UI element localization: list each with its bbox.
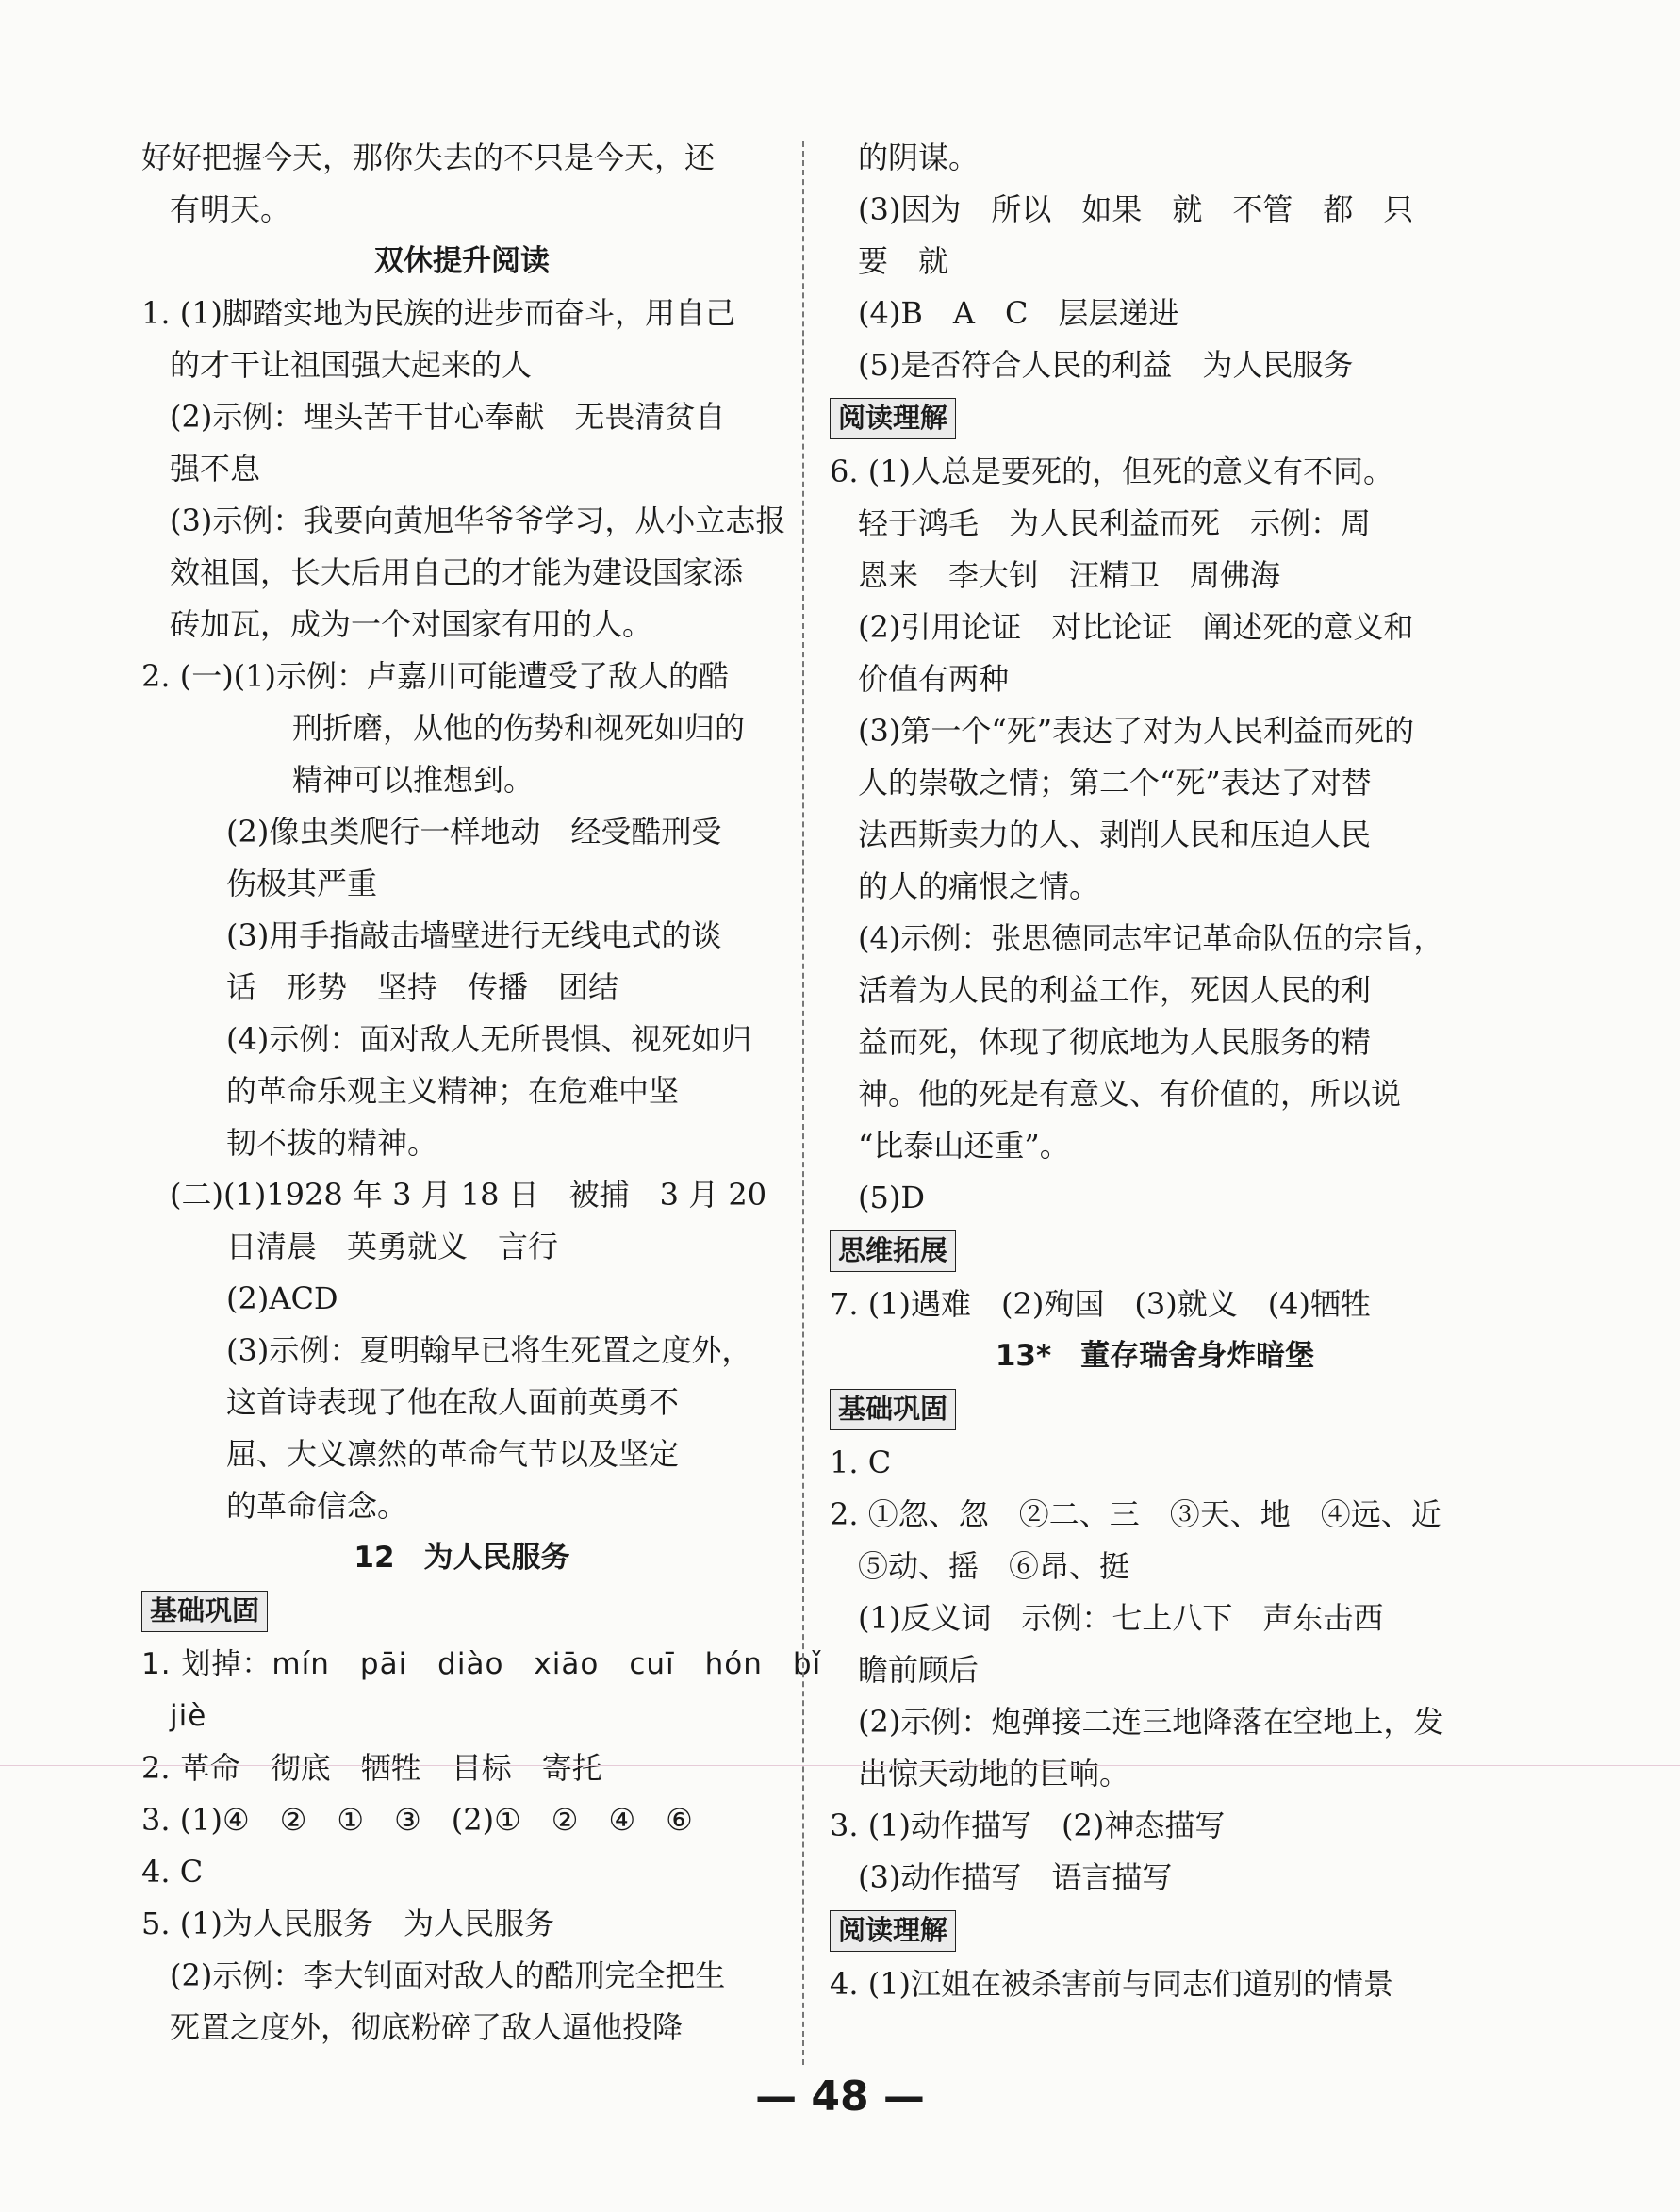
text-line: 刑折磨，从他的伤势和视死如归的 xyxy=(292,710,746,746)
text-line: 3. (1)动作描写 (2)神态描写 xyxy=(830,1808,1226,1843)
text-line: 2. ①忽、忽 ②二、三 ③天、地 ④远、近 xyxy=(830,1496,1441,1532)
text-line: 日清晨 英勇就义 言行 xyxy=(226,1229,559,1264)
section-tag: 阅读理解 xyxy=(830,398,956,439)
text-line: 瞻前顾后 xyxy=(858,1652,980,1688)
text-line: 话 形势 坚持 传播 团结 xyxy=(226,969,619,1005)
text-line: 强不息 xyxy=(170,451,261,487)
text-line: ⑤动、摇 ⑥昂、挺 xyxy=(858,1548,1130,1584)
section-heading: 13* 董存瑞舍身炸暗堡 xyxy=(995,1339,1315,1373)
text-line: 2. (一)(1)示例：卢嘉川可能遭受了敌人的酷 xyxy=(141,658,730,694)
text-line: 恩来 李大钊 汪精卫 周佛海 xyxy=(858,557,1281,593)
text-line: 人的崇敬之情；第二个“死”表达了对替 xyxy=(858,765,1372,801)
section-tag-row xyxy=(830,1904,1480,1958)
text-line: 韧不拔的精神。 xyxy=(226,1125,438,1161)
scan-line xyxy=(0,1765,1680,1766)
text-line: 法西斯卖力的人、剥削人民和压迫人民 xyxy=(858,817,1372,852)
text-line: (2)示例：炮弹接二连三地降落在空地上，发 xyxy=(858,1704,1444,1740)
section-tag-row xyxy=(830,391,1480,446)
section-tag: 阅读理解 xyxy=(830,1910,956,1952)
text-line: 价值有两种 xyxy=(858,661,1010,697)
page-number: — 48 — xyxy=(755,2072,925,2121)
text-line: 5. (1)为人民服务 为人民服务 xyxy=(141,1906,555,1941)
text-line: (3)因为 所以 如果 就 不管 都 只 xyxy=(858,191,1414,227)
text-line: 屈、大义凛然的革命气节以及坚定 xyxy=(226,1436,680,1472)
text-line: (2)ACD xyxy=(226,1280,338,1316)
text-line: 好好把握今天，那你失去的不只是今天，还 xyxy=(141,140,716,175)
text-line: 1. 划掉：mín pāi diào xiāo cuī hón bǐ xyxy=(141,1647,822,1681)
text-line: (3)示例：夏明翰早已将生死置之度外， xyxy=(226,1332,752,1368)
section-tag: 思维拓展 xyxy=(830,1230,956,1272)
text-line: (5)D xyxy=(858,1180,925,1215)
text-line: (2)示例：李大钊面对敌人的酷刑完全把生 xyxy=(170,1957,726,1993)
text-line: 砖加瓦，成为一个对国家有用的人。 xyxy=(170,606,653,642)
text-line: (4)B A C 层层递进 xyxy=(858,295,1179,331)
text-line: (3)第一个“死”表达了对为人民利益而死的 xyxy=(858,713,1415,749)
text-line: 1. (1)脚踏实地为民族的进步而奋斗，用自己 xyxy=(141,295,736,331)
text-line: 出惊天动地的巨响。 xyxy=(858,1756,1130,1791)
text-line: (4)示例：张思德同志牢记革命队伍的宗旨， xyxy=(858,920,1444,956)
text-line: 1. C xyxy=(830,1444,892,1480)
text-line: 益而死，体现了彻底地为人民服务的精 xyxy=(858,1024,1372,1060)
text-line: 这首诗表现了他在敌人面前英勇不 xyxy=(226,1384,680,1420)
text-line: 效祖国，长大后用自己的才能为建设国家添 xyxy=(170,554,744,590)
text-line: “比泰山还重”。 xyxy=(858,1128,1070,1164)
section-heading: 双休提升阅读 xyxy=(374,244,550,278)
text-line: 活着为人民的利益工作，死因人民的利 xyxy=(858,972,1372,1008)
text-line: 伤极其严重 xyxy=(226,866,378,901)
text-line: (2)像虫类爬行一样地动 经受酷刑受 xyxy=(226,814,722,850)
text-line: (5)是否符合人民的利益 为人民服务 xyxy=(858,347,1354,383)
text-line: 精神可以推想到。 xyxy=(292,762,535,798)
text-line: 有明天。 xyxy=(170,191,291,227)
text-line: 7. (1)遇难 (2)殉国 (3)就义 (4)牺牲 xyxy=(830,1286,1372,1322)
section-tag: 基础巩固 xyxy=(141,1591,268,1632)
text-line: 轻于鸿毛 为人民利益而死 示例：周 xyxy=(858,505,1372,541)
text-line: (3)示例：我要向黄旭华爷爷学习，从小立志报 xyxy=(170,503,786,538)
section-heading: 12 为人民服务 xyxy=(354,1541,570,1575)
text-line: (1)反义词 示例：七上八下 声东击西 xyxy=(858,1600,1384,1636)
text-line: 的革命信念。 xyxy=(226,1488,408,1524)
text-line: 的阴谋。 xyxy=(858,140,980,175)
text-line: 要 就 xyxy=(858,243,949,279)
text-line: (4)示例：面对敌人无所畏惧、视死如归 xyxy=(226,1021,752,1057)
text-line: 的革命乐观主义精神；在危难中坚 xyxy=(226,1073,680,1109)
text-line: 4. (1)江姐在被杀害前与同志们道别的情景 xyxy=(830,1966,1394,2002)
text-line: 4. C xyxy=(141,1854,204,1890)
column-divider xyxy=(802,141,804,2065)
right-column xyxy=(830,132,1480,2010)
text-line: 3. (1)④ ② ① ③ (2)① ② ④ ⑥ xyxy=(141,1802,693,1838)
text-line: 神。他的死是有意义、有价值的，所以说 xyxy=(858,1076,1402,1112)
section-tag-row xyxy=(141,1584,782,1639)
section-tag: 基础巩固 xyxy=(830,1389,956,1430)
section-tag-row xyxy=(830,1224,1480,1279)
text-line: (2)引用论证 对比论证 阐述死的意义和 xyxy=(858,609,1414,645)
text-line: (3)用手指敲击墙壁进行无线电式的谈 xyxy=(226,917,722,953)
text-line: (3)动作描写 语言描写 xyxy=(858,1859,1173,1895)
text-line: 6. (1)人总是要死的，但死的意义有不同。 xyxy=(830,454,1394,489)
text-line: (二)(1)1928 年 3 月 18 日 被捕 3 月 20 xyxy=(170,1177,767,1213)
text-line: 的人的痛恨之情。 xyxy=(858,868,1100,904)
text-line: 2. 革命 彻底 牺牲 目标 寄托 xyxy=(141,1750,602,1786)
text-line: (2)示例：埋头苦干甘心奉献 无畏清贫自 xyxy=(170,399,726,435)
text-line: 的才干让祖国强大起来的人 xyxy=(170,347,533,383)
text-line: jiè xyxy=(170,1699,207,1733)
text-line: 死置之度外，彻底粉碎了敌人逼他投降 xyxy=(170,2009,684,2045)
section-tag-row xyxy=(830,1382,1480,1437)
